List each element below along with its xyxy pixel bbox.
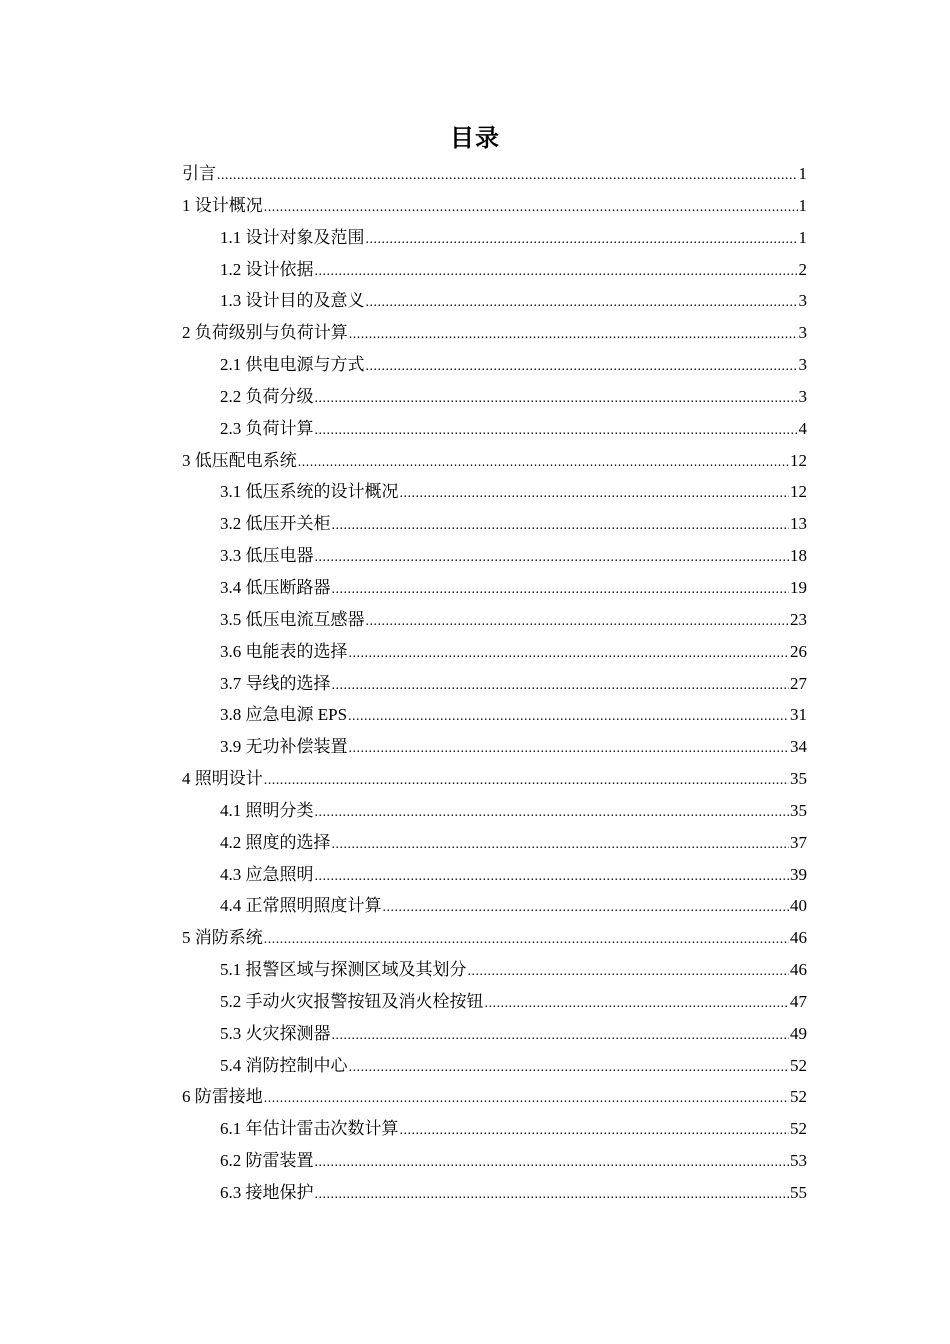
toc-entry-page-number: 35 (790, 800, 807, 820)
toc-entry[interactable] (182, 317, 807, 349)
toc-entry[interactable] (182, 1113, 807, 1145)
toc-dot-leader (315, 861, 790, 893)
toc-entry[interactable] (182, 476, 807, 508)
toc-entry-page-number: 3 (798, 291, 807, 311)
toc-entry-label: 3.5 低压电流互感器 (220, 609, 365, 629)
toc-dot-leader (264, 1083, 789, 1115)
toc-dot-leader (315, 383, 798, 415)
toc-dot-leader (332, 829, 790, 861)
toc-dot-leader (332, 670, 790, 702)
toc-dot-leader (315, 256, 798, 288)
toc-dot-leader (315, 797, 790, 829)
toc-entry-label: 1.2 设计依据 (220, 259, 314, 279)
toc-entry-page-number: 13 (790, 514, 807, 534)
toc-entry-page-number: 19 (790, 577, 807, 597)
toc-entry-label: 3 低压配电系统 (182, 450, 297, 470)
toc-entry-label: 3.2 低压开关柜 (220, 514, 331, 534)
toc-dot-leader (315, 542, 790, 574)
toc-entry-page-number: 52 (790, 1119, 807, 1139)
toc-dot-leader (315, 415, 798, 447)
toc-entry[interactable] (182, 636, 807, 668)
toc-entry-label: 4.2 照度的选择 (220, 832, 331, 852)
toc-entry-page-number: 52 (790, 1087, 807, 1107)
toc-dot-leader (349, 1052, 790, 1084)
toc-entry[interactable] (182, 922, 807, 954)
toc-entry-label: 3.1 低压系统的设计概况 (220, 482, 399, 502)
toc-entry[interactable] (182, 540, 807, 572)
toc-entry-label: 5.2 手动火灾报警按钮及消火栓按钮 (220, 991, 484, 1011)
toc-entry-label: 3.8 应急电源 EPS (220, 705, 348, 725)
toc-dot-leader (264, 192, 798, 224)
toc-entry-label: 1 设计概况 (182, 195, 263, 215)
toc-dot-leader (349, 638, 790, 670)
toc-entry[interactable] (182, 190, 807, 222)
toc-entry-label: 6.3 接地保护 (220, 1183, 314, 1202)
toc-dot-leader (366, 224, 798, 256)
toc-entry-page-number: 2 (798, 259, 807, 279)
toc-entry-label: 2.2 负荷分级 (220, 386, 314, 406)
toc-entry[interactable] (182, 1018, 807, 1050)
toc-entry[interactable] (182, 572, 807, 604)
toc-entry[interactable] (182, 763, 807, 795)
toc-dot-leader (298, 447, 789, 479)
toc-entry-page-number: 47 (790, 991, 807, 1011)
toc-dot-leader (264, 924, 789, 956)
toc-dot-leader (400, 478, 790, 510)
toc-entry[interactable] (182, 954, 807, 986)
toc-dot-leader (348, 701, 789, 733)
toc-entry-label: 3.4 低压断路器 (220, 577, 331, 597)
toc-entry-label: 引言 (182, 164, 216, 183)
toc-entry-page-number: 40 (790, 896, 807, 916)
toc-entry[interactable] (182, 1081, 807, 1113)
toc-entry-page-number: 1 (798, 195, 807, 215)
toc-dot-leader (349, 733, 790, 765)
toc-entry[interactable] (182, 699, 807, 731)
toc-entry-page-number: 1 (798, 227, 807, 247)
toc-entry-page-number: 18 (790, 546, 807, 566)
toc-entry-page-number: 37 (790, 832, 807, 852)
toc-entry-label: 2.3 负荷计算 (220, 418, 314, 438)
toc-entry-label: 5.1 报警区域与探测区域及其划分 (220, 960, 467, 980)
toc-entry[interactable] (182, 413, 807, 445)
toc-entry-page-number: 27 (790, 673, 807, 693)
toc-dot-leader (332, 1020, 790, 1052)
toc-entry-page-number: 55 (790, 1183, 807, 1202)
toc-dot-leader (315, 1147, 790, 1179)
toc-entry-label: 6.2 防雷装置 (220, 1151, 314, 1171)
toc-dot-leader (332, 510, 790, 542)
toc-entry-page-number: 49 (790, 1023, 807, 1043)
toc-entry-page-number: 46 (790, 928, 807, 948)
toc-dot-leader (485, 988, 790, 1020)
toc-entry-page-number: 26 (790, 641, 807, 661)
toc-entry-label: 3.6 电能表的选择 (220, 641, 348, 661)
toc-dot-leader (468, 956, 790, 988)
toc-entry[interactable] (182, 285, 807, 317)
toc-entry-page-number: 23 (790, 609, 807, 629)
toc-entry-label: 6.1 年估计雷击次数计算 (220, 1119, 399, 1139)
toc-entry-page-number: 1 (798, 164, 807, 183)
toc-entry[interactable] (182, 445, 807, 477)
toc-dot-leader (366, 606, 790, 638)
toc-title: 目录 (450, 124, 500, 152)
toc-entry-label: 4.1 照明分类 (220, 800, 314, 820)
toc-entry-label: 2 负荷级别与负荷计算 (182, 323, 348, 343)
toc-entry[interactable] (182, 890, 807, 922)
toc-entry[interactable] (182, 508, 807, 540)
toc-entry[interactable] (182, 859, 807, 891)
toc-entry-page-number: 12 (790, 482, 807, 502)
toc-entry[interactable] (182, 986, 807, 1018)
toc-dot-leader (383, 892, 790, 924)
toc-entry-label: 3.7 导线的选择 (220, 673, 331, 693)
toc-entry[interactable] (182, 222, 807, 254)
toc-entry-label: 2.1 供电电源与方式 (220, 355, 365, 375)
toc-entry-page-number: 3 (798, 386, 807, 406)
toc-entry-label: 6 防雷接地 (182, 1087, 263, 1107)
toc-entry-label: 1.3 设计目的及意义 (220, 291, 365, 311)
toc-entry[interactable] (182, 158, 807, 190)
toc-dot-leader (264, 765, 789, 797)
toc-dot-leader (332, 574, 790, 606)
toc-dot-leader (400, 1115, 790, 1147)
toc-entry-page-number: 35 (790, 769, 807, 789)
toc-entry-label: 4 照明设计 (182, 769, 263, 789)
toc-entry[interactable] (182, 668, 807, 700)
toc-entry-label: 3.9 无功补偿装置 (220, 737, 348, 757)
toc-entry-label: 4.4 正常照明照度计算 (220, 896, 382, 916)
toc-entry-label: 4.3 应急照明 (220, 864, 314, 884)
toc-entry[interactable] (182, 731, 807, 763)
toc-list (182, 158, 807, 1209)
toc-entry-page-number: 52 (790, 1055, 807, 1075)
toc-dot-leader (315, 1179, 790, 1211)
toc-entry-page-number: 4 (798, 418, 807, 438)
toc-dot-leader (217, 160, 798, 192)
toc-entry[interactable] (182, 604, 807, 636)
toc-dot-leader (366, 351, 798, 383)
toc-dot-leader (349, 319, 798, 351)
toc-entry[interactable] (182, 1050, 807, 1082)
toc-entry[interactable] (182, 254, 807, 286)
toc-entry-label: 5.3 火灾探测器 (220, 1023, 331, 1043)
toc-entry-page-number: 12 (790, 450, 807, 470)
toc-entry[interactable] (182, 1177, 807, 1209)
toc-entry-label: 5.4 消防控制中心 (220, 1055, 348, 1075)
toc-entry-page-number: 46 (790, 960, 807, 980)
toc-entry[interactable] (182, 827, 807, 859)
toc-entry-label: 1.1 设计对象及范围 (220, 227, 365, 247)
toc-entry[interactable] (182, 349, 807, 381)
toc-entry-label: 3.3 低压电器 (220, 546, 314, 566)
toc-entry-label: 5 消防系统 (182, 928, 263, 948)
toc-entry-page-number: 31 (790, 705, 807, 725)
toc-dot-leader (366, 287, 798, 319)
toc-entry-page-number: 53 (790, 1151, 807, 1171)
toc-entry-page-number: 3 (798, 323, 807, 343)
toc-entry[interactable] (182, 381, 807, 413)
toc-entry[interactable] (182, 795, 807, 827)
toc-entry[interactable] (182, 1145, 807, 1177)
toc-entry-page-number: 34 (790, 737, 807, 757)
toc-entry-page-number: 3 (798, 355, 807, 375)
toc-entry-page-number: 39 (790, 864, 807, 884)
